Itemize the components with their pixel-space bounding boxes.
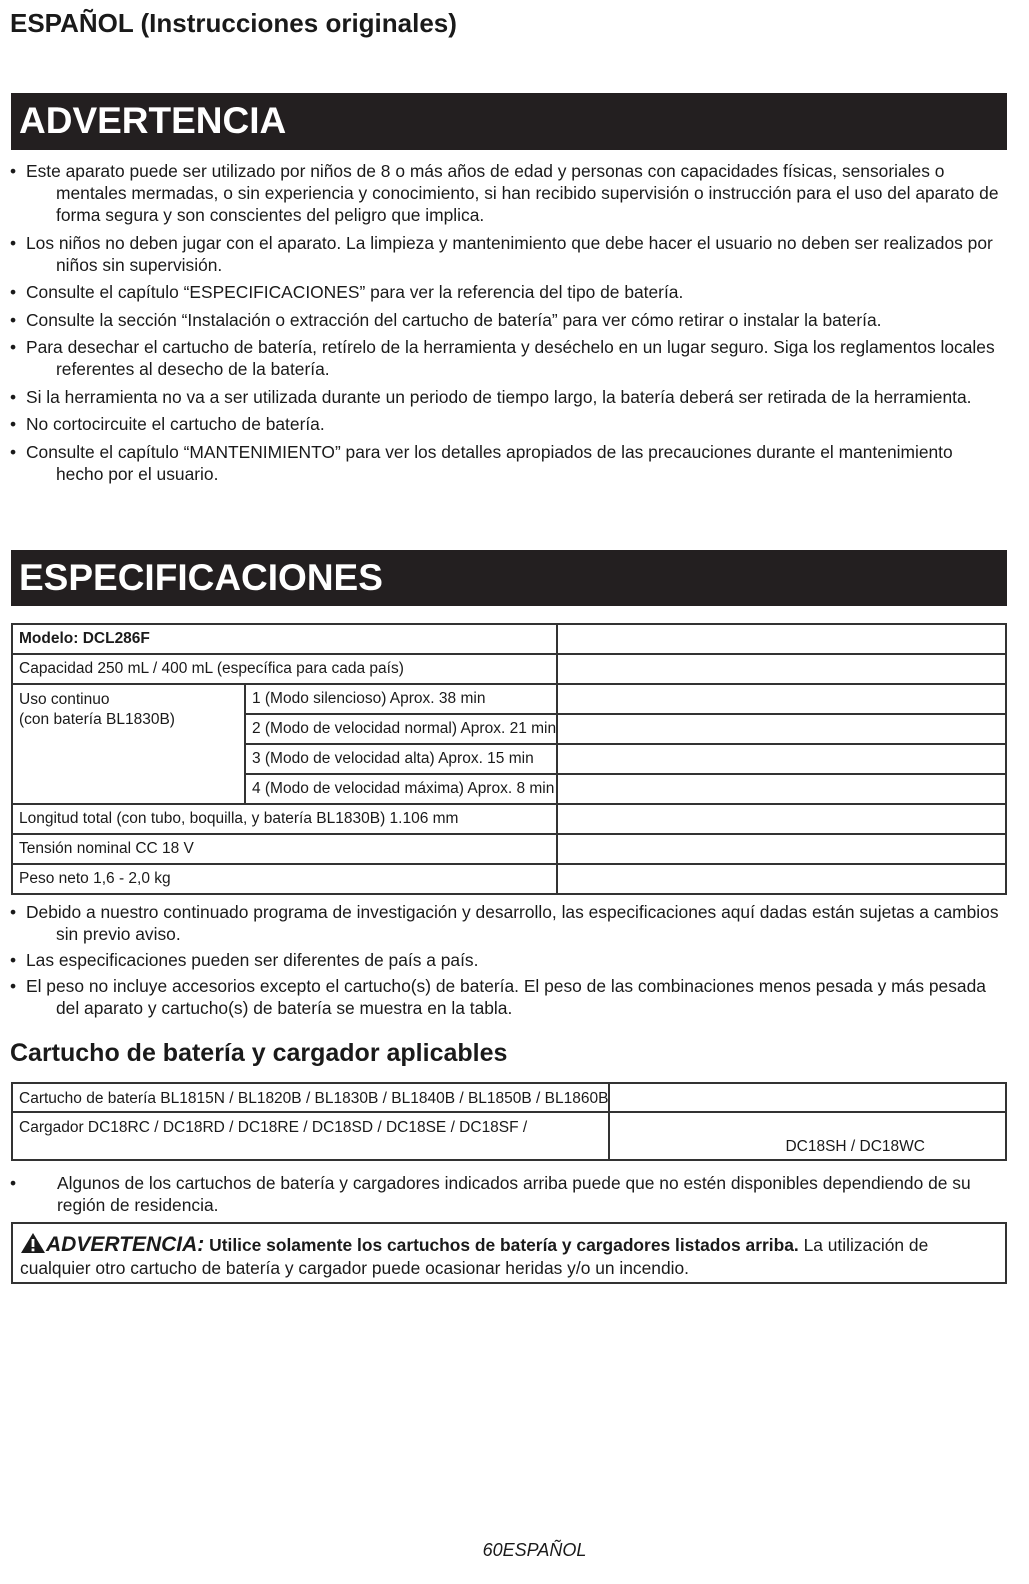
mode-cell: 3 (Modo de velocidad alta) Aprox. 15 min	[245, 744, 557, 774]
list-item: • Consulte el capítulo “ESPECIFICACIONES” para ver la referencia del tipo de batería.	[8, 281, 1003, 303]
list-item: • El peso no incluye accesorios excepto el cartucho(s) de batería. El peso de las combinaciones menos pesada y más pesada del aparato y cartucho(s) de batería se muestra en la tabla.	[8, 975, 1003, 1019]
table-row	[12, 1083, 1006, 1112]
empty-cell	[609, 1083, 1006, 1112]
battery-charger-table	[11, 1082, 1007, 1161]
availability-text: Algunos de los cartuchos de batería y cargadores indicados arriba puede que no estén disponibles dependiendo de su región de residencia.	[57, 1173, 971, 1215]
list-item: • Debido a nuestro continuado programa de investigación y desarrollo, las especificaciones aquí dadas están sujetas a cambios sin previo aviso.	[8, 901, 1003, 945]
table-row	[12, 654, 1006, 684]
empty-cell	[557, 804, 1006, 834]
warning-label: ADVERTENCIA:	[46, 1233, 205, 1256]
chargers-cell: Cargador DC18RC / DC18RD / DC18RE / DC18SD / DC18SE / DC18SF /	[12, 1112, 609, 1160]
specifications-table	[11, 623, 1007, 895]
continuous-use-cell	[12, 684, 245, 804]
empty-cell	[557, 864, 1006, 894]
bullet-icon: •	[10, 1173, 17, 1193]
specifications-heading: ESPECIFICACIONES	[11, 550, 1007, 606]
list-item: • Si la herramienta no va a ser utilizada durante un periodo de tiempo largo, la batería deberá ser retirada de la herramienta.	[8, 386, 1003, 408]
warning-list	[8, 160, 1003, 490]
continuous-use-label: Uso continuo	[19, 691, 110, 708]
empty-cell	[557, 624, 1006, 654]
warning-triangle-icon	[20, 1232, 46, 1254]
list-item: • Consulte el capítulo “MANTENIMIENTO” para ver los detalles apropiados de las precauciones durante el mantenimiento hecho por el usuario.	[8, 441, 1003, 485]
warning-heading: ADVERTENCIA	[11, 93, 1007, 150]
table-row	[12, 864, 1006, 894]
rated-voltage-cell: Tensión nominal CC 18 V	[12, 834, 557, 864]
model-cell: Modelo: DCL286F	[12, 624, 557, 654]
empty-cell	[557, 714, 1006, 744]
mode-cell: 4 (Modo de velocidad máxima) Aprox. 8 min	[245, 774, 557, 804]
mode-cell: 2 (Modo de velocidad normal) Aprox. 21 min	[245, 714, 557, 744]
list-item: • No cortocircuite el cartucho de batería.	[8, 413, 1003, 435]
list-item: • Consulte la sección “Instalación o extracción del cartucho de batería” para ver cómo retirar o instalar la batería.	[8, 309, 1003, 331]
list-item: • Los niños no deben jugar con el aparato. La limpieza y mantenimiento que debe hacer el usuario no deben ser realizados por niños sin supervisión.	[8, 232, 1003, 276]
battery-charger-heading: Cartucho de batería y cargador aplicables	[10, 1039, 508, 1067]
table-row	[12, 1112, 1006, 1160]
table-row	[12, 684, 1006, 714]
empty-cell	[557, 684, 1006, 714]
empty-cell	[557, 744, 1006, 774]
mode-cell: 1 (Modo silencioso) Aprox. 38 min	[245, 684, 557, 714]
list-item: • Las especificaciones pueden ser diferentes de país a país.	[8, 949, 1003, 971]
table-row	[12, 624, 1006, 654]
page-number-label: 60ESPAÑOL	[482, 1540, 587, 1560]
battery-cartridges-cell: Cartucho de batería BL1815N / BL1820B / BL1830B / BL1840B / BL1850B / BL1860B	[12, 1083, 609, 1112]
net-weight-cell: Peso neto 1,6 - 2,0 kg	[12, 864, 557, 894]
empty-cell	[557, 834, 1006, 864]
capacity-cell: Capacidad 250 mL / 400 mL (específica para cada país)	[12, 654, 557, 684]
list-item: • Para desechar el cartucho de batería, retírelo de la herramienta y deséchelo en un lugar seguro. Siga los reglamentos locales referentes al desecho de la batería.	[8, 336, 1003, 380]
overall-length-cell: Longitud total (con tubo, boquilla, y batería BL1830B) 1.106 mm	[12, 804, 557, 834]
page-language-title: ESPAÑOL (Instrucciones originales)	[10, 8, 457, 38]
list-item: • Este aparato puede ser utilizado por niños de 8 o más años de edad y personas con capacidades físicas, sensoriales o mentales mermadas, o sin experiencia y conocimiento, si han recibido supervisión o instrucción para el uso del aparato de forma segura y son conscientes del peligro que implica.	[8, 160, 1003, 226]
specifications-notes	[8, 901, 1003, 1023]
warning-text: La utilización de cualquier otro cartucho de batería y cargador puede ocasionar heridas y/o un incendio.	[20, 1235, 929, 1278]
table-row	[12, 834, 1006, 864]
warning-emphasis: Utilice solamente los cartuchos de batería y cargadores listados arriba.	[209, 1235, 799, 1255]
warning-box	[11, 1222, 1007, 1284]
empty-cell	[557, 774, 1006, 804]
continuous-use-battery: (con batería BL1830B)	[19, 711, 175, 728]
empty-cell	[557, 654, 1006, 684]
table-row	[12, 804, 1006, 834]
chargers-cell-continued: DC18SH / DC18WC	[609, 1112, 1006, 1160]
